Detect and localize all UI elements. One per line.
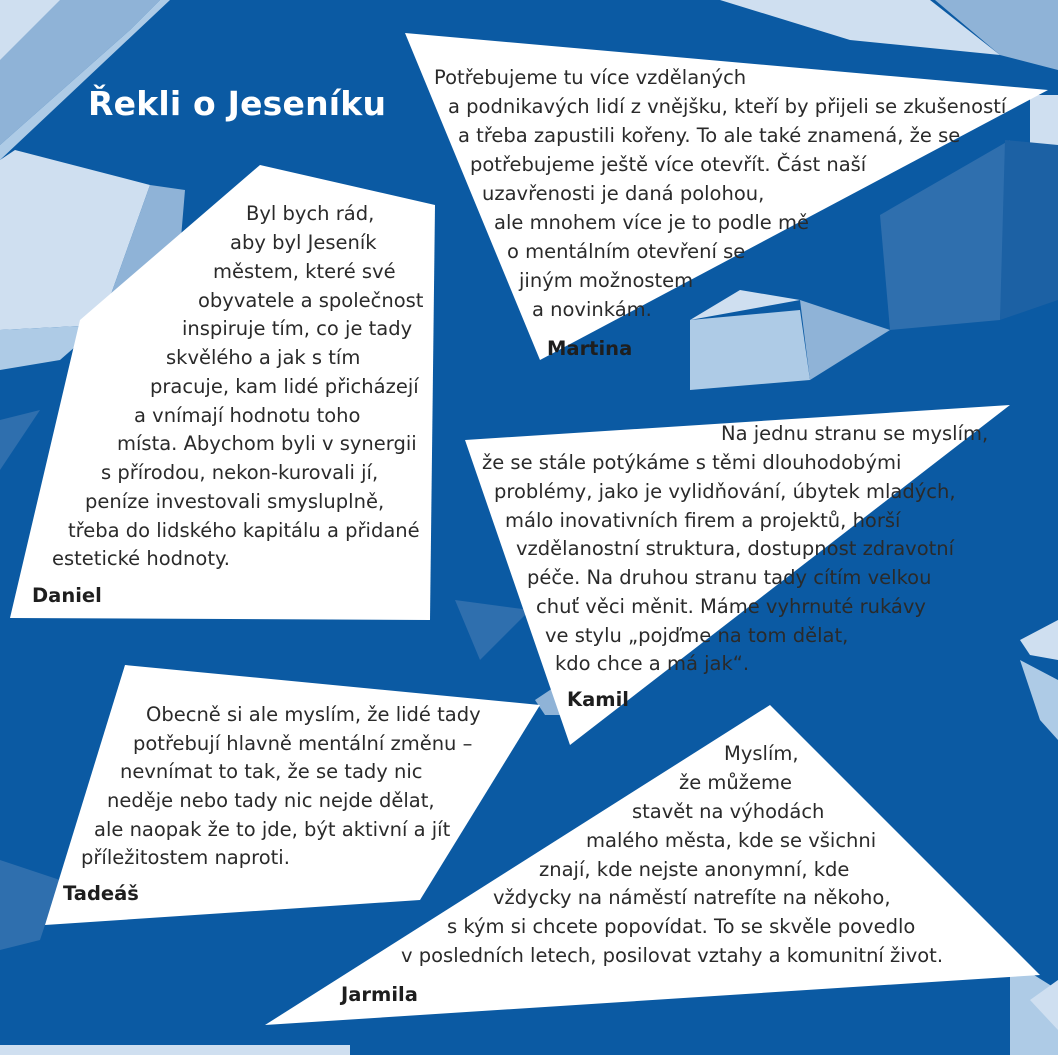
quote-author: Daniel: [32, 584, 102, 607]
quote-line: že můžeme: [679, 771, 793, 794]
quote-line: ve stylu „pojďme na tom dělat,: [545, 624, 849, 647]
quote-line: v posledních letech, posilovat vztahy a komunitní život.: [401, 944, 944, 967]
quote-author: Tadeáš: [63, 882, 139, 905]
quote-line: Byl bych rád,: [246, 202, 375, 225]
quote-line: obyvatele a společnost: [198, 289, 424, 312]
facet: [1000, 140, 1058, 320]
quote-line: stavět na výhodách: [632, 800, 825, 823]
quote-line: ale naopak že to jde, být aktivní a jít: [94, 818, 451, 841]
quote-line: Na jednu stranu se myslím,: [721, 422, 989, 445]
quote-line: Obecně si ale myslím, že lidé tady: [146, 703, 481, 726]
facet: [1020, 620, 1058, 660]
quote-line: ale mnohem více je to podle mě: [494, 211, 809, 234]
quote-author: Jarmila: [341, 983, 418, 1006]
quote-line: péče. Na druhou stranu tady cítím velkou: [527, 566, 932, 589]
facet: [1020, 660, 1058, 740]
quote-line: skvělého a jak s tím: [166, 346, 361, 369]
quote-line: aby byl Jeseník: [230, 231, 377, 254]
quote-line: vždycky na náměstí natrefíte na někoho,: [493, 886, 891, 909]
quote-line: znají, kde nejste anonymní, kde: [539, 858, 850, 881]
quote-line: a podnikavých lidí z vnějšku, kteří by přijeli se zkušeností: [448, 95, 1007, 118]
facet: [690, 310, 810, 390]
quote-line: Potřebujeme tu více vzdělaných: [434, 66, 747, 89]
facet: [0, 860, 60, 950]
quote-line: Myslím,: [724, 742, 799, 765]
quote-line: příležitostem naproti.: [81, 846, 290, 869]
quote-line: peníze investovali smysluplně,: [85, 490, 385, 513]
quote-line: městem, které své: [213, 260, 396, 283]
facet: [0, 410, 40, 470]
quote-line: chuť věci měnit. Máme vyhrnuté rukávy: [536, 595, 926, 618]
quote-line: že se stále potýkáme s těmi dlouhodobými: [482, 451, 902, 474]
quote-line: a novinkám.: [532, 298, 652, 321]
quote-line: a vnímají hodnotu toho: [134, 404, 361, 427]
quote-line: a třeba zapustili kořeny. To ale také znamená, že se: [458, 124, 961, 147]
quote-line: potřebujeme ještě více otevřít. Část naší: [470, 153, 867, 176]
quote-line: jiným možnostem: [519, 269, 694, 292]
quote-author: Kamil: [567, 688, 629, 711]
quote-line: třeba do lidského kapitálu a přidané: [68, 519, 420, 542]
quote-line: místa. Abychom byli v synergii: [117, 432, 417, 455]
quote-line: nevnímat to tak, že se tady nic: [120, 760, 423, 783]
quote-line: potřebují hlavně mentální změnu –: [133, 732, 473, 755]
quote-line: s přírodou, nekon-kurovali jí,: [101, 461, 379, 484]
quote-line: neděje nebo tady nic nejde dělat,: [107, 789, 435, 812]
page-title: Řekli o Jeseníku: [88, 84, 387, 123]
quote-line: málo inovativních firem a projektů, horší: [505, 509, 901, 532]
facet: [455, 600, 530, 660]
quote-line: pracuje, kam lidé přicházejí: [150, 375, 419, 398]
quote-line: kdo chce a má jak“.: [555, 652, 750, 675]
quote-line: problémy, jako je vylidňování, úbytek mladých,: [494, 480, 956, 503]
quote-line: o mentálním otevření se: [507, 240, 746, 263]
quote-line: vzdělanostní struktura, dostupnost zdravotní: [516, 537, 955, 560]
facet: [1030, 95, 1058, 150]
quote-line: estetické hodnoty.: [52, 547, 230, 570]
quote-line: malého města, kde se všichni: [586, 829, 877, 852]
quote-line: uzavřenosti je daná polohou,: [482, 182, 765, 205]
quote-author: Martina: [547, 337, 633, 360]
facet: [0, 1045, 350, 1055]
quote-line: s kým si chcete popovídat. To se skvěle povedlo: [447, 915, 916, 938]
quote-line: inspiruje tím, co je tady: [182, 317, 413, 340]
facet: [800, 300, 890, 380]
